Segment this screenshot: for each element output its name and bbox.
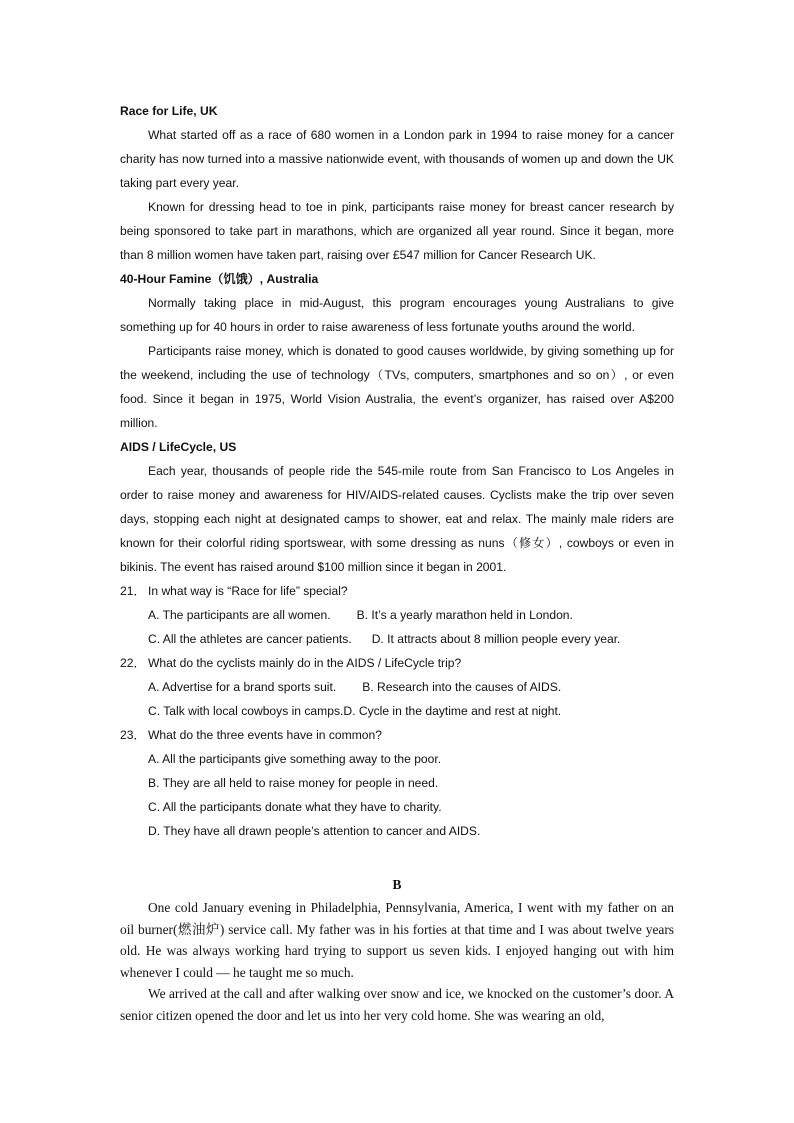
- option-d: D. Cycle in the daytime and rest at night.: [343, 704, 562, 718]
- option-b: B. Research into the causes of AIDS.: [362, 680, 562, 694]
- passage-b-paragraph-2: We arrived at the call and after walking over snow and ice, we knocked on the customer’s door. A senior citizen opened the door and let us into her very cold home. She was wearing an old,: [120, 986, 674, 1023]
- passage-b-paragraph-1: One cold January evening in Philadelphia, Pennsylvania, America, I went with my father on an oil burner(燃油炉) service call. My father was in his forties at that time and I was about twelve years old. He was always working hard trying to support us seven kids. I enjoyed hanging out with him whenever I could — he taught me so much.: [120, 900, 674, 980]
- question-text: In what way is “Race for life” special?: [148, 584, 348, 598]
- famine-paragraph-2: Participants raise money, which is donated to good causes worldwide, by giving something up for the weekend, including the use of technology（TVs, computers, smartphones and so on）, or even food. Since it began in 1975, World Vision Australia, the event’s organizer, has raised over A$200 million.: [120, 344, 674, 430]
- option-d: D. It attracts about 8 million people every year.: [371, 632, 621, 646]
- question-text: What do the three events have in common?: [148, 728, 382, 742]
- passage-a: [120, 99, 674, 843]
- option-a: A. All the participants give something away to the poor.: [148, 752, 442, 766]
- famine-paragraph-1: Normally taking place in mid-August, this program encourages young Australians to give something up for 40 hours in order to raise awareness of less fortunate youths around the world.: [120, 296, 674, 334]
- question-number: 21．: [120, 584, 146, 598]
- question-21: [120, 579, 674, 651]
- question-23: [120, 723, 674, 843]
- event-title-aids-lifecycle: AIDS / LifeCycle, US: [120, 440, 237, 454]
- question-text: What do the cyclists mainly do in the AIDS / LifeCycle trip?: [148, 656, 462, 670]
- passage-b: [120, 873, 674, 1027]
- option-b: B. It’s a yearly marathon held in London.: [356, 608, 573, 622]
- question-number: 23．: [120, 728, 146, 742]
- race-for-life-paragraph-1: What started off as a race of 680 women in a London park in 1994 to raise money for a cancer charity has now turned into a massive nationwide event, with thousands of women up and down the UK taking part every year.: [120, 128, 674, 190]
- event-title-race-for-life: Race for Life, UK: [120, 104, 218, 118]
- option-c: C. All the participants donate what they have to charity.: [148, 800, 442, 814]
- option-c: C. All the athletes are cancer patients.: [148, 632, 352, 646]
- lifecycle-paragraph-1: Each year, thousands of people ride the 545-mile route from San Francisco to Los Angeles in order to raise money and awareness for HIV/AIDS-related causes. Cyclists make the trip over seven days, stopping each night at designated camps to shower, eat and relax. The mainly male riders are known for their colorful riding sportswear, with some dressing as nuns（修女）, cowboys or even in bikinis. The event has raised around $100 million since it began in 2001.: [120, 464, 674, 574]
- passage-b-title: B: [392, 877, 402, 892]
- question-number: 22．: [120, 656, 146, 670]
- option-b: B. They are all held to raise money for people in need.: [148, 776, 439, 790]
- event-title-40-hour-famine: 40-Hour Famine（饥饿）, Australia: [120, 272, 319, 286]
- option-a: A. The participants are all women.: [148, 608, 331, 622]
- option-a: A. Advertise for a brand sports suit.: [148, 680, 337, 694]
- race-for-life-paragraph-2: Known for dressing head to toe in pink, participants raise money for breast cancer research by being sponsored to take part in marathons, which are organized all year round. Since it began, more than 8 million women have taken part, raising over £547 million for Cancer Research UK.: [120, 200, 674, 262]
- question-22: [120, 651, 674, 723]
- option-c: C. Talk with local cowboys in camps.: [148, 704, 344, 718]
- option-d: D. They have all drawn people’s attention to cancer and AIDS.: [148, 824, 481, 838]
